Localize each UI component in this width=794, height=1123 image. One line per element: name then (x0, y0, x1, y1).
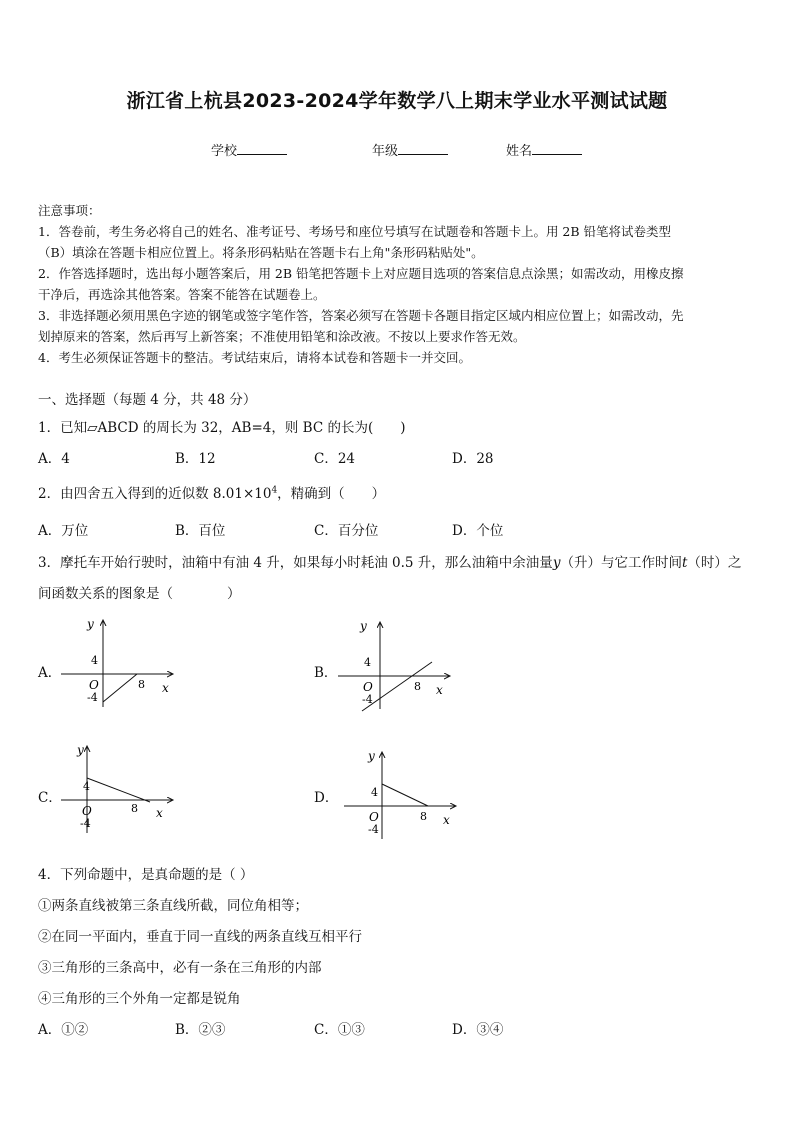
origin-label: O (89, 678, 99, 692)
y-axis-label: y (368, 749, 375, 763)
tick-label-4: 4 (364, 656, 371, 669)
q3-graph-b[interactable] (332, 614, 462, 714)
q4-statement-3: ③三角形的三条高中，必有一条在三角形的内部 (38, 960, 322, 976)
notes-heading: 注意事项： (38, 203, 101, 218)
notes-line: 2．作答选择题时，选出每小题答案后，用 2B 铅笔把答题卡上对应题目选项的答案信息点涂黑；如需改动，用橡皮擦 (38, 266, 684, 281)
tick-label-8: 8 (131, 802, 138, 815)
question-3-stem-line1 (38, 551, 741, 571)
question-1-stem: 1．已知▱ABCD 的周长为 32，AB=4，则 BC 的长为( ) (38, 420, 406, 436)
q1-option-a[interactable]: A．4 (38, 451, 70, 467)
q1-option-c[interactable]: C．24 (314, 451, 356, 467)
q3-graph-d[interactable] (338, 744, 468, 844)
q1-option-d[interactable]: D．28 (452, 451, 494, 467)
function-line (382, 784, 428, 806)
q3-text-b: （升）与它工作时间 (560, 555, 682, 571)
q2-stem-post: ，精确到（ ） (277, 486, 386, 502)
q4-option-b[interactable]: B．②③ (175, 1022, 226, 1038)
y-axis-label: y (87, 617, 94, 631)
y-axis-label: y (77, 743, 84, 757)
q1-option-b[interactable]: B．12 (175, 451, 216, 467)
notes-line: 3．非选择题必须用黑色字迹的钢笔或签字笔作答，答案必须写在答题卡各题目指定区域内相应位置上；如需改动，先 (38, 308, 684, 323)
q3-text-a: 3．摩托车开始行驶时，油箱中有油 4 升，如果每小时耗油 0.5 升，那么油箱中余油量 (38, 555, 553, 571)
tick-label-8: 8 (420, 810, 427, 823)
q4-statement-4: ④三角形的三个外角一定都是锐角 (38, 991, 241, 1007)
x-axis-label: x (436, 683, 443, 697)
tick-label-8: 8 (414, 680, 421, 693)
tick-label-4: 4 (371, 786, 378, 799)
origin-label: O (369, 810, 379, 824)
grade-label: 年级 (372, 144, 399, 159)
q3-option-a-label[interactable]: A． (38, 665, 62, 681)
grade-field (372, 140, 448, 159)
q3-var-t: t (681, 555, 688, 571)
name-label: 姓名 (506, 144, 533, 159)
notes-line: 划掉原来的答案，然后再写上新答案；不准使用铅笔和涂改液。不按以上要求作答无效。 (38, 329, 526, 344)
q3-graph-c[interactable] (55, 738, 185, 838)
q2-exponent: 4 (271, 485, 278, 496)
notes-line: 4．考生必须保证答题卡的整洁。考试结束后，请将本试卷和答题卡一并交回。 (38, 350, 471, 365)
y-axis-label: y (360, 619, 367, 633)
q2-option-d[interactable]: D．个位 (452, 523, 504, 539)
x-axis-label: x (443, 813, 450, 827)
page-title: 浙江省上杭县2023-2024学年数学八上期末学业水平测试试题 (126, 90, 668, 112)
q3-graph-a[interactable] (55, 612, 185, 712)
tick-label-neg4: -4 (80, 817, 91, 830)
school-field (211, 140, 287, 159)
section-heading: 一、选择题（每题 4 分，共 48 分） (38, 392, 257, 408)
tick-label-neg4: -4 (362, 693, 373, 706)
q2-option-b[interactable]: B．百位 (175, 523, 226, 539)
q4-option-a[interactable]: A．①② (38, 1022, 89, 1038)
tick-label-8: 8 (138, 678, 145, 691)
notes-block (38, 200, 758, 368)
notes-line: 1．答卷前，考生务必将自己的姓名、准考证号、考场号和座位号填写在试题卷和答题卡上。用 2B 铅笔将试卷类型 (38, 224, 672, 239)
tick-label-4: 4 (83, 780, 90, 793)
tick-label-4: 4 (91, 654, 98, 667)
q4-option-c[interactable]: C．①③ (314, 1022, 365, 1038)
name-blank (532, 142, 582, 155)
question-4-stem: 4．下列命题中，是真命题的是（ ） (38, 867, 254, 883)
q4-option-d[interactable]: D．③④ (452, 1022, 504, 1038)
notes-line: 干净后，再选涂其他答案。答案不能答在试题卷上。 (38, 287, 326, 302)
notes-line: （B）填涂在答题卡相应位置上。将条形码粘贴在答题卡右上角"条形码粘贴处"。 (38, 245, 484, 260)
origin-label: O (363, 680, 373, 694)
school-label: 学校 (211, 144, 238, 159)
school-blank (237, 142, 287, 155)
q2-option-c[interactable]: C．百分位 (314, 523, 379, 539)
q4-statement-1: ①两条直线被第三条直线所截，同位角相等； (38, 898, 308, 914)
x-axis-label: x (156, 806, 163, 820)
q3-option-d-label[interactable]: D． (314, 790, 339, 806)
q3-text-c: （时）之 (687, 555, 742, 571)
question-3-stem-line2: 间函数关系的图象是（ ） (38, 586, 241, 602)
x-axis-label: x (162, 681, 169, 695)
tick-label-neg4: -4 (368, 823, 379, 836)
tick-label-neg4: -4 (87, 691, 98, 704)
q2-option-a[interactable]: A．万位 (38, 523, 89, 539)
function-line (103, 674, 137, 702)
q2-stem-pre: 2．由四舍五入得到的近似数 8.01×10 (38, 486, 272, 502)
q4-statement-2: ②在同一平面内，垂直于同一直线的两条直线互相平行 (38, 929, 362, 945)
function-line (87, 778, 150, 802)
question-2-stem (38, 482, 385, 502)
name-field (506, 140, 582, 159)
q3-var-y: y (552, 555, 561, 571)
q3-option-c-label[interactable]: C． (38, 790, 62, 806)
q3-option-b-label[interactable]: B． (314, 665, 338, 681)
grade-blank (398, 142, 448, 155)
origin-label: O (82, 804, 92, 818)
